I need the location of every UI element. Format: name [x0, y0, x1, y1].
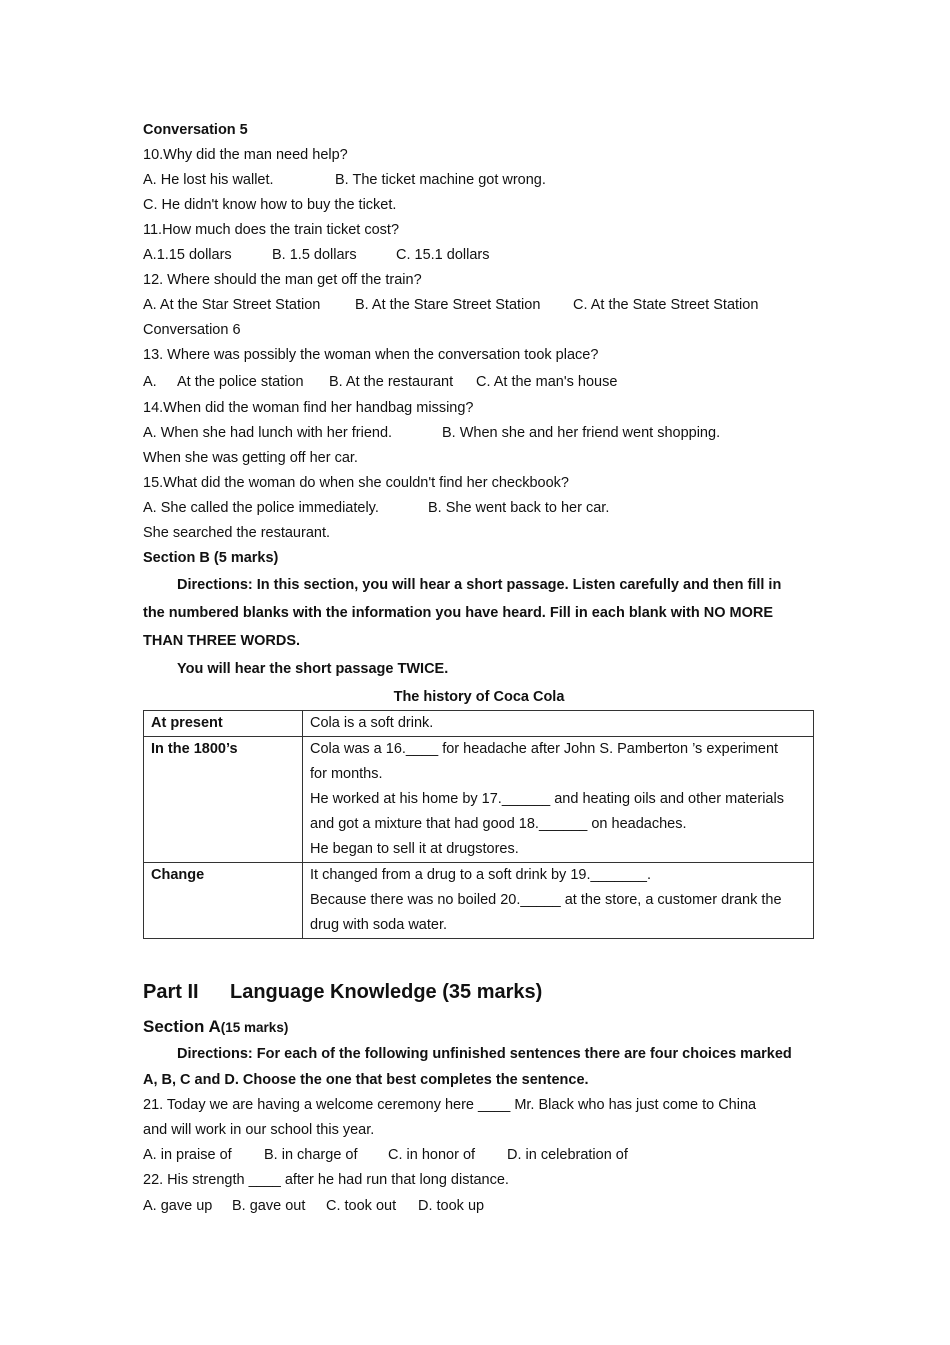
row-value	[303, 737, 814, 863]
option-b: B. in charge of	[264, 1147, 358, 1163]
option-c: C. At the man's house	[476, 374, 618, 390]
question-12: 12. Where should the man get off the train?	[143, 272, 422, 288]
option-d: D. in celebration of	[507, 1147, 628, 1163]
row-line: He began to sell it at drugstores.	[310, 841, 519, 857]
option-a: A. gave up	[143, 1198, 213, 1214]
option-a: A. in praise of	[143, 1147, 232, 1163]
row-line: Cola was a 16.____ for headache after John S. Pamberton ’s experiment	[310, 741, 779, 757]
question-10-option-c: C. He didn't know how to buy the ticket.	[143, 197, 397, 213]
option-a: A. He lost his wallet.	[143, 172, 274, 188]
table-caption: The history of Coca Cola	[393, 689, 565, 705]
question-14: 14.When did the woman find her handbag missing?	[143, 400, 474, 416]
directions-line-1: Directions: For each of the following unfinished sentences there are four choices marked	[177, 1046, 792, 1062]
section-b-directions	[143, 571, 815, 683]
row-line: Cola is a soft drink.	[310, 715, 434, 731]
question-15: 15.What did the woman do when she couldn't find her checkbook?	[143, 475, 569, 491]
row-line: He worked at his home by 17.______ and heating oils and other materials	[310, 791, 784, 807]
question-11: 11.How much does the train ticket cost?	[143, 222, 400, 238]
part-name: Language Knowledge (35 marks)	[230, 981, 543, 1003]
option-b: B. When she and her friend went shopping.	[442, 425, 721, 441]
question-14-option-c: When she was getting off her car.	[143, 450, 358, 466]
row-value	[303, 711, 814, 737]
option-b: B. 1.5 dollars	[272, 247, 357, 263]
option-a: A. She called the police immediately.	[143, 500, 379, 516]
directions-line-2: A, B, C and D. Choose the one that best completes the sentence.	[143, 1072, 589, 1088]
directions-twice: You will hear the short passage TWICE.	[177, 661, 449, 677]
row-key: Change	[144, 863, 303, 939]
row-key: In the 1800’s	[144, 737, 303, 863]
option-b: B. gave out	[232, 1198, 306, 1214]
option-b: B. The ticket machine got wrong.	[335, 172, 546, 188]
table-row	[144, 863, 814, 939]
conversation-5-title: Conversation 5	[143, 122, 248, 138]
history-table	[143, 710, 814, 939]
option-b: B. At the restaurant	[329, 374, 454, 390]
question-13-options	[143, 368, 815, 396]
section-a-directions	[143, 1041, 815, 1093]
row-value	[303, 863, 814, 939]
exam-page	[143, 118, 815, 1220]
option-c: C. took out	[326, 1198, 397, 1214]
section-a-title	[143, 1013, 815, 1041]
option-b: B. She went back to her car.	[428, 500, 610, 516]
conversation-6-title: Conversation 6	[143, 322, 241, 338]
row-line: Because there was no boiled 20._____ at the store, a customer drank the	[310, 892, 782, 908]
question-10-options-ab	[143, 168, 815, 193]
table-row	[144, 737, 814, 863]
row-line: It changed from a drug to a soft drink by 19._______.	[310, 867, 651, 883]
option-c: C. At the State Street Station	[573, 297, 759, 313]
question-21-cont: and will work in our school this year.	[143, 1122, 375, 1138]
option-a: A.1.15 dollars	[143, 247, 232, 263]
option-a: A. When she had lunch with her friend.	[143, 425, 393, 441]
option-a: A. At the Star Street Station	[143, 297, 321, 313]
section-b-title: Section B (5 marks)	[143, 550, 279, 566]
option-b: B. At the Stare Street Station	[355, 297, 541, 313]
question-12-options	[143, 293, 815, 318]
question-22-options	[143, 1193, 815, 1220]
row-line: and got a mixture that had good 18.______ on headaches.	[310, 816, 687, 832]
row-line: for months.	[310, 766, 383, 782]
part-number: Part II	[143, 981, 199, 1003]
directions-line-3: THAN THREE WORDS.	[143, 633, 301, 649]
question-21-options	[143, 1143, 815, 1168]
question-21: 21. Today we are having a welcome ceremony here ____ Mr. Black who has just come to China	[143, 1097, 757, 1113]
option-c: C. in honor of	[388, 1147, 476, 1163]
table-row	[144, 711, 814, 737]
option-c: C. 15.1 dollars	[396, 247, 490, 263]
option-d: D. took up	[418, 1198, 485, 1214]
directions-line-1: Directions: In this section, you will hear a short passage. Listen carefully and then fill in	[177, 577, 782, 593]
row-key: At present	[144, 711, 303, 737]
row-line: drug with soda water.	[310, 917, 448, 933]
directions-line-2: the numbered blanks with the information you have heard. Fill in each blank with NO MORE	[143, 605, 774, 621]
question-14-options-ab	[143, 421, 815, 446]
question-13: 13. Where was possibly the woman when the conversation took place?	[143, 347, 599, 363]
question-15-option-c: She searched the restaurant.	[143, 525, 331, 541]
part-2-title	[143, 977, 815, 1007]
question-15-options-ab	[143, 496, 815, 521]
option-a: At the police station	[177, 374, 304, 390]
section-a-label: Section A	[143, 1017, 221, 1036]
option-a-letter: A.	[143, 374, 157, 390]
question-10: 10.Why did the man need help?	[143, 147, 348, 163]
question-22: 22. His strength ____ after he had run that long distance.	[143, 1172, 509, 1188]
question-11-options	[143, 243, 815, 268]
section-a-marks: (15 marks)	[220, 1020, 289, 1035]
